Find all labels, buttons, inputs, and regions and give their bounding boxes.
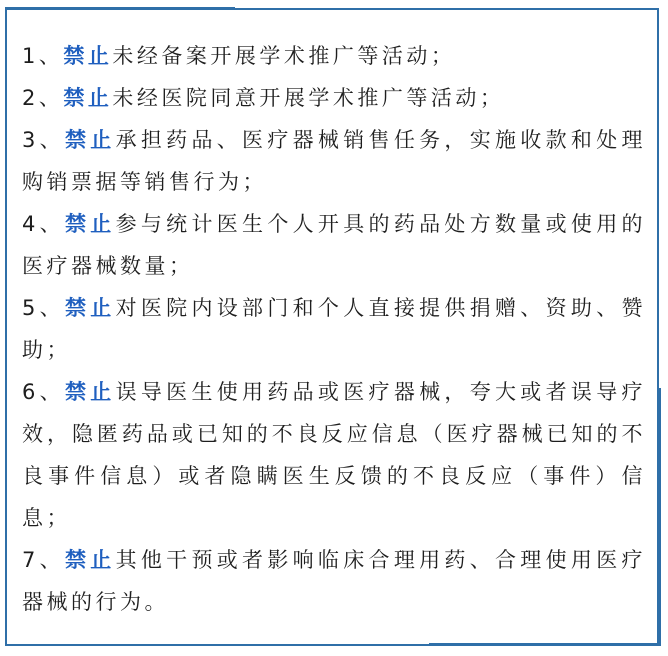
rule-item-7: [22, 539, 646, 623]
rule-item-6: [22, 371, 646, 539]
rule-keyword: 禁止: [63, 44, 113, 68]
rule-item-3: [22, 119, 646, 203]
frame-accent-top: [5, 7, 235, 10]
rule-text: 承担药品、医疗器械销售任务，实施收款和处理购销票据等销售行为；: [22, 128, 646, 194]
rule-item-2: [22, 77, 646, 119]
rule-keyword: 禁止: [64, 212, 116, 236]
rule-text: 其他干预或者影响临床合理用药、合理使用医疗器械的行为。: [22, 548, 646, 614]
rule-text: 参与统计医生个人开具的药品处方数量或使用的医疗器械数量；: [22, 212, 646, 278]
rule-number: 2、: [22, 86, 64, 110]
rule-item-5: [22, 287, 646, 371]
rule-number: 6、: [22, 380, 65, 404]
rule-keyword: 禁止: [64, 548, 116, 572]
rule-text: 误导医生使用药品或医疗器械，夸大或者误导疗效，隐匿药品或已知的不良反应信息（医疗器械已知的不良事件信息）或者隐瞒医生反馈的不良反应（事件）信息；: [22, 380, 646, 530]
rule-number: 1、: [22, 44, 64, 68]
rules-list: [22, 35, 646, 623]
rule-item-4: [22, 203, 646, 287]
rule-text: 对医院内设部门和个人直接提供捐赠、资助、赞助；: [22, 296, 646, 362]
rule-item-1: [22, 35, 646, 77]
rule-text: 未经医院同意开展学术推广等活动；: [112, 86, 505, 110]
rule-keyword: 禁止: [64, 380, 116, 404]
rule-number: 4、: [22, 212, 65, 236]
rule-keyword: 禁止: [64, 296, 116, 320]
rule-number: 3、: [22, 128, 65, 152]
rule-keyword: 禁止: [64, 128, 116, 152]
rule-keyword: 禁止: [63, 86, 113, 110]
rule-text: 未经备案开展学术推广等活动；: [112, 44, 456, 68]
frame-accent-bottom: [429, 643, 659, 646]
frame-accent-right: [658, 388, 661, 646]
rule-number: 7、: [22, 548, 65, 572]
rule-number: 5、: [22, 296, 65, 320]
